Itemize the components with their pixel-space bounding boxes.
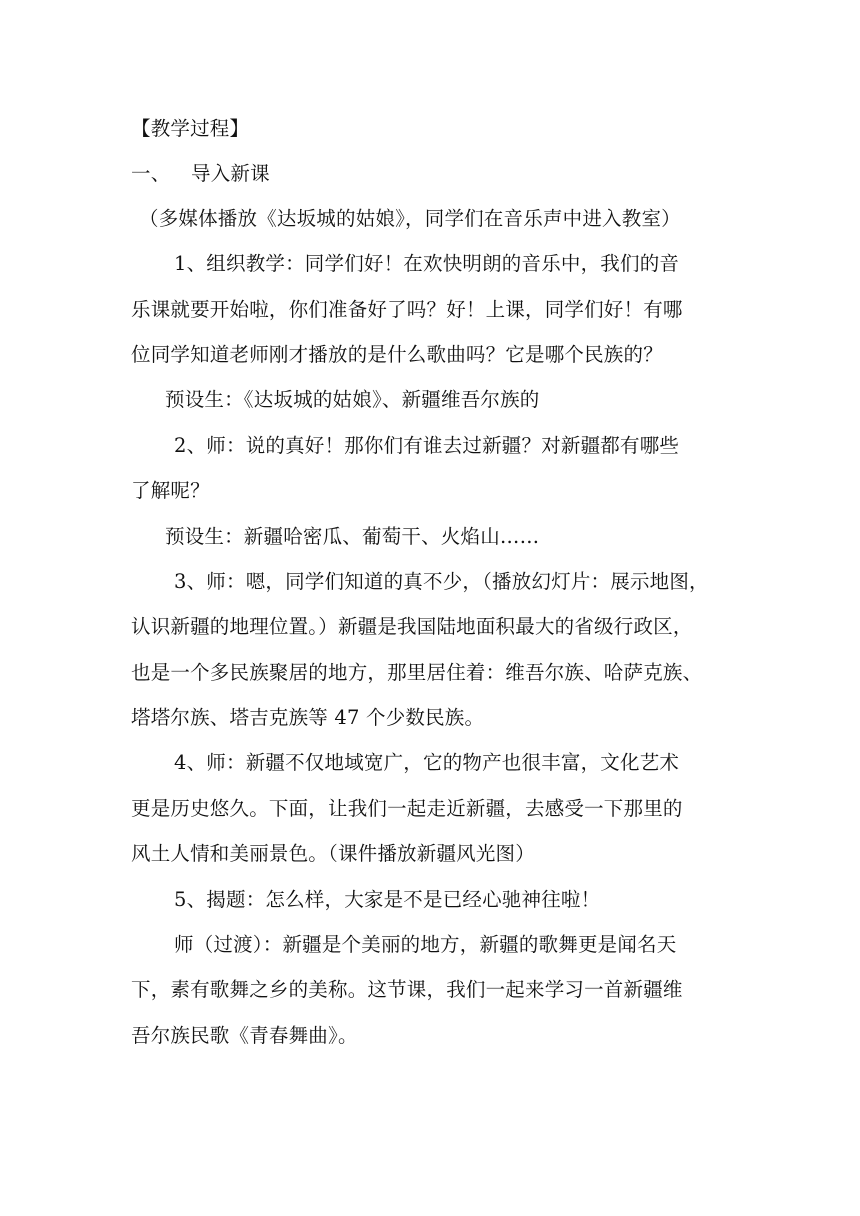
preset-answer: 预设生：新疆哈密瓜、葡萄干、火焰山…… xyxy=(165,525,540,548)
paragraph-line: 下，素有歌舞之乡的美称。这节课，我们一起来学习一首新疆维 xyxy=(131,978,683,1001)
paragraph-line: 也是一个多民族聚居的地方，那里居住着：维吾尔族、哈萨克族、 xyxy=(131,661,703,684)
paragraph-line: 吾尔族民歌《青春舞曲》。 xyxy=(131,1024,358,1047)
stage-direction: （多媒体播放《达坂城的姑娘》，同学们在音乐声中进入教室） xyxy=(139,207,681,230)
paragraph-line: 更是历史悠久。下面，让我们一起走近新疆，去感受一下那里的 xyxy=(131,797,683,820)
paragraph-line: 乐课就要开始啦，你们准备好了吗？好！上课，同学们好！有哪 xyxy=(131,298,683,321)
paragraph-line: 位同学知道老师刚才播放的是什么歌曲吗？它是哪个民族的？ xyxy=(131,343,663,366)
paragraph-line: 风土人情和美丽景色。（课件播放新疆风光图） xyxy=(131,842,535,865)
subheading-title: 导入新课 xyxy=(191,162,270,185)
paragraph-line: 2、师：说的真好！那你们有谁去过新疆？对新疆都有哪些 xyxy=(174,434,680,457)
paragraph-line: 5、揭题：怎么样，大家是不是已经心驰神往啦！ xyxy=(174,888,601,911)
subheading-number: 一、 xyxy=(131,162,171,185)
paragraph-line: 4、师：新疆不仅地域宽广，它的物产也很丰富，文化艺术 xyxy=(174,751,680,774)
paragraph-line: 了解呢？ xyxy=(131,479,210,502)
paragraph-line: 塔塔尔族、塔吉克族等 47 个少数民族。 xyxy=(131,706,485,729)
paragraph-line: 师（过渡）：新疆是个美丽的地方，新疆的歌舞更是闻名天 xyxy=(174,933,677,956)
paragraph-line: 认识新疆的地理位置。）新疆是我国陆地面积最大的省级行政区， xyxy=(131,615,693,638)
subheading-import-new-lesson xyxy=(131,164,735,184)
preset-answer: 预设生：《达坂城的姑娘》、新疆维吾尔族的 xyxy=(165,388,540,411)
paragraph-line: 3、师：嗯，同学们知道的真不少，（播放幻灯片：展示地图， xyxy=(174,570,709,593)
paragraph-line: 1、组织教学：同学们好！在欢快明朗的音乐中，我们的音 xyxy=(174,252,680,275)
section-heading: 【教学过程】 xyxy=(131,117,250,140)
